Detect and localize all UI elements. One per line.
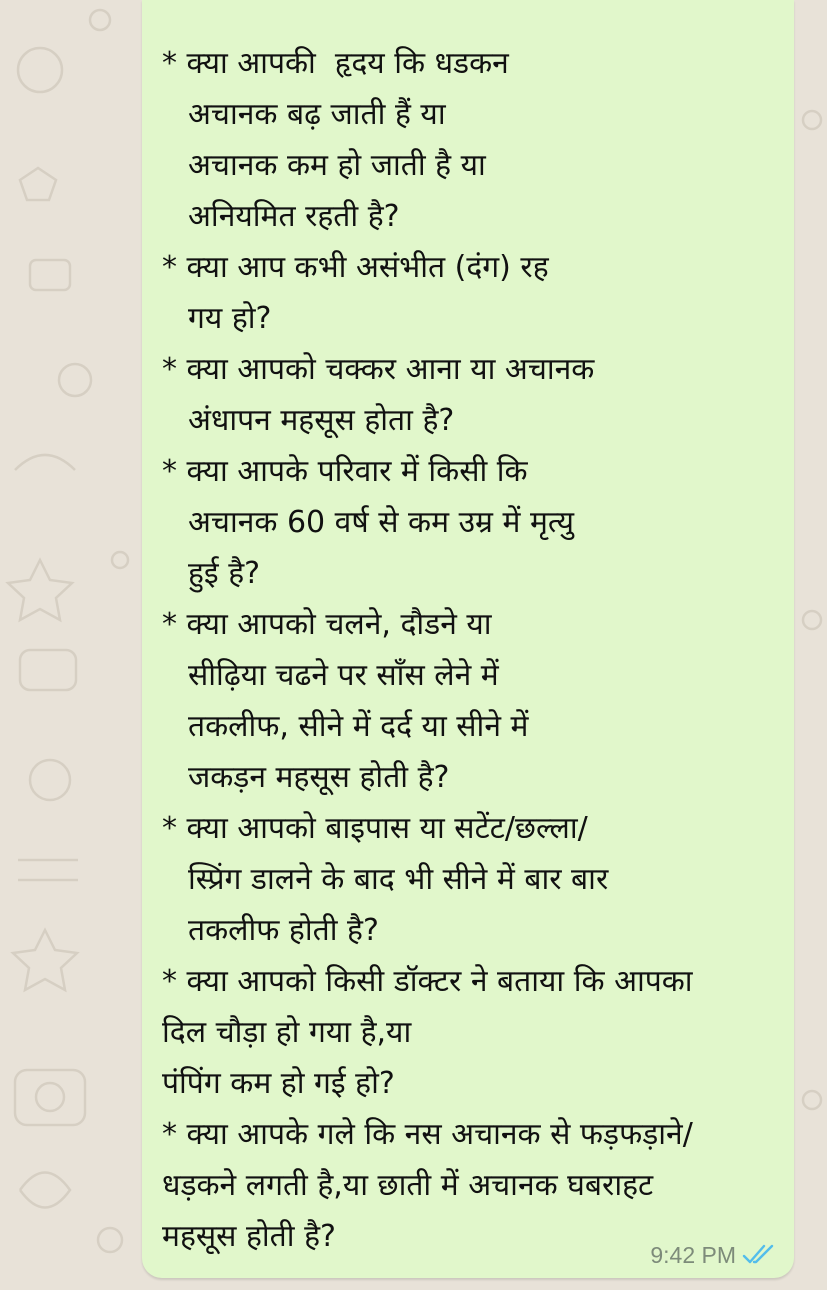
message-line: * क्या आपकी हृदय कि धडकन	[162, 46, 509, 81]
double-check-read-icon	[742, 1244, 776, 1266]
message-line: * क्या आपको चलने, दौडने या	[162, 607, 492, 642]
message-text	[142, 38, 782, 1262]
message-time: 9:42 PM	[650, 1241, 736, 1268]
message-line: महसूस होती है?	[162, 1219, 336, 1254]
message-line: तकलीफ, सीने में दर्द या सीने में	[188, 709, 529, 744]
message-line: पंपिंग कम हो गई हो?	[162, 1066, 395, 1101]
message-line: अंधापन महसूस होता है?	[188, 403, 455, 438]
message-line: हुई है?	[188, 556, 261, 591]
message-line: सीढ़िया चढने पर साँस लेने में	[188, 658, 499, 693]
message-line: अचानक कम हो जाती है या	[188, 148, 486, 183]
message-line: * क्या आपको किसी डॉक्टर ने बताया कि आपका	[162, 964, 693, 999]
message-line: * क्या आपके परिवार में किसी कि	[162, 454, 528, 489]
message-line: तकलीफ होती है?	[188, 913, 379, 948]
message-line: * क्या आप कभी असंभीत (दंग) रह	[162, 250, 549, 285]
message-line: अचानक 60 वर्ष से कम उम्र में मृत्यु	[188, 505, 574, 540]
message-line: दिल चौड़ा हो गया है,या	[162, 1015, 412, 1050]
message-line: जकड़न महसूस होती है?	[188, 760, 450, 795]
message-line: * क्या आपको बाइपास या सटेंट/छल्ला/	[162, 811, 588, 846]
message-line: धड़कने लगती है,या छाती में अचानक घबराहट	[162, 1168, 654, 1203]
message-line: अनियमित रहती है?	[188, 199, 400, 234]
message-line: * क्या आपको चक्कर आना या अचानक	[162, 352, 595, 387]
message-line: * क्या आपके गले कि नस अचानक से फड़फड़ाने/	[162, 1117, 693, 1152]
message-line: स्प्रिंग डालने के बाद भी सीने में बार बार	[188, 862, 609, 897]
message-line: अचानक बढ़ जाती हैं या	[188, 97, 446, 132]
message-bubble[interactable]	[142, 0, 794, 1278]
message-line: गय हो?	[188, 301, 272, 336]
message-meta	[650, 1240, 776, 1270]
